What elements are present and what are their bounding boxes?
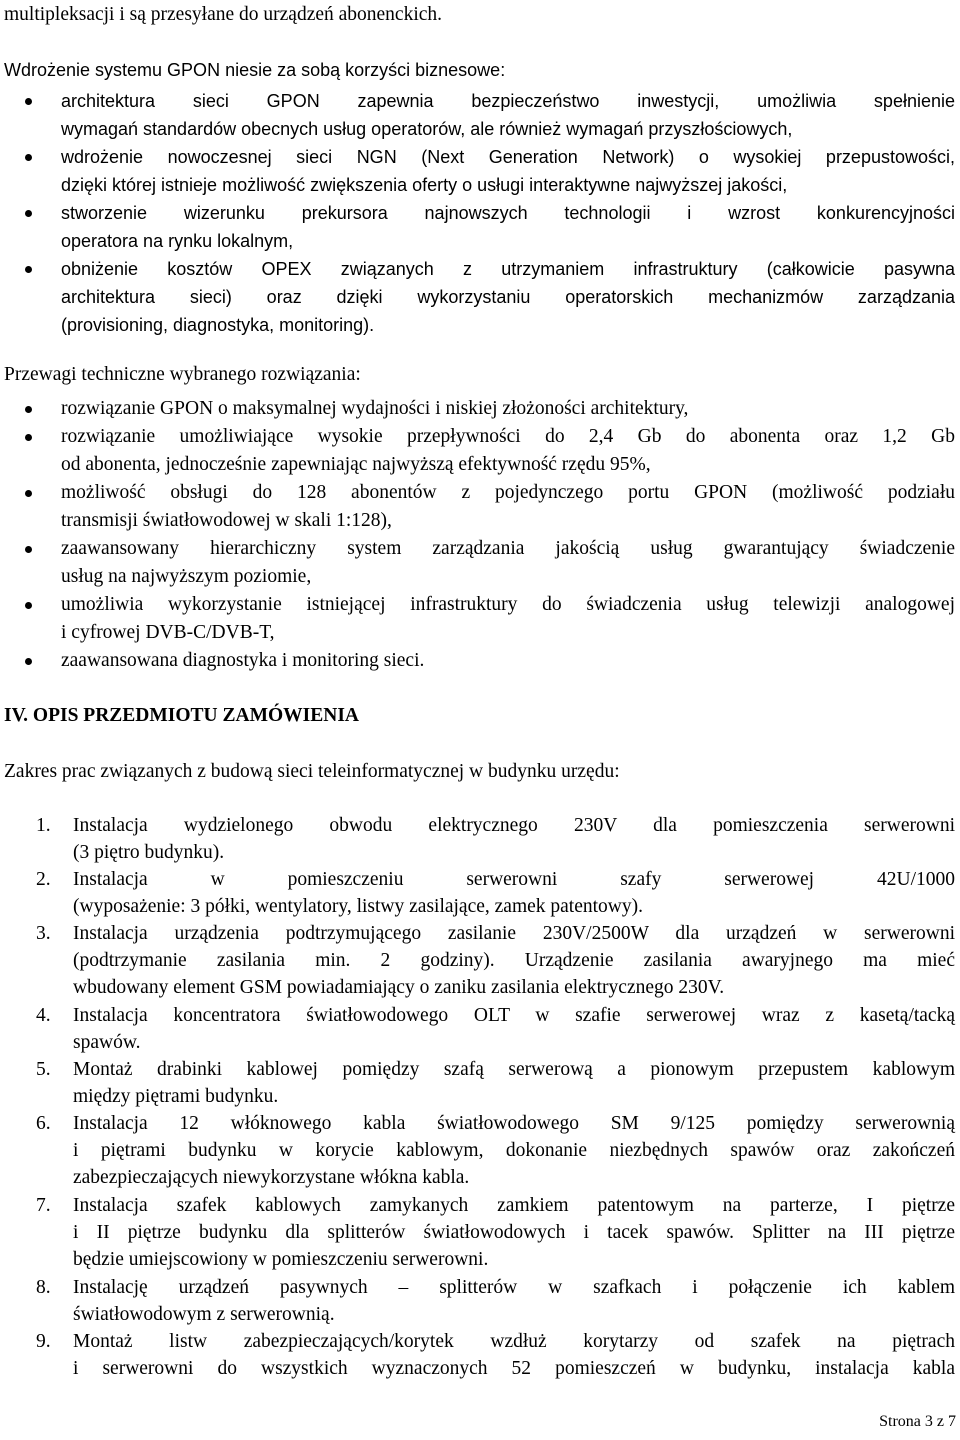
list-item-line: zabezpieczających niewykorzystane włókna kabla. xyxy=(73,1167,470,1188)
advantage-item-line: transmisji światłowodowej w skali 1:128), xyxy=(61,510,392,531)
list-item-line: Instalacja wydzielonego obwodu elektrycznego 230V dla pomieszczenia serwerowni xyxy=(73,815,955,836)
list-item-line: Instalacja koncentratora światłowodowego OLT w szafie serwerowej wraz z kasetą/tacką xyxy=(73,1005,955,1026)
page-number: Strona 3 z 7 xyxy=(879,1413,956,1430)
top-fragment: multipleksacji i są przesyłane do urządzeń abonenckich. xyxy=(4,4,443,25)
bullet-icon xyxy=(25,98,32,105)
list-number: 4. xyxy=(36,1005,51,1026)
list-item-line: Instalacja urządzenia podtrzymującego zasilanie 230V/2500W dla urządzeń w serwerowni xyxy=(73,923,955,944)
benefit-item-line: operatora na rynku lokalnym, xyxy=(61,231,294,251)
list-item-line: (3 piętro budynku). xyxy=(73,842,225,863)
scope-intro: Zakres prac związanych z budową sieci teleinformatycznej w budynku urzędu: xyxy=(4,761,620,782)
list-number: 1. xyxy=(36,815,51,836)
list-item-line: Instalacja w pomieszczeniu serwerowni szafy serwerowej 42U/1000 xyxy=(73,869,955,890)
list-item-line: i serwerowni do wszystkich wyznaczonych 52 pomieszczeń w budynku, instalacja kabla xyxy=(73,1358,955,1379)
list-item-line: wbudowany element GSM powiadamiający o zaniku zasilania elektrycznego 230V. xyxy=(73,977,725,998)
advantage-item-line: zaawansowany hierarchiczny system zarządzania jakością usług gwarantujący świadczenie xyxy=(61,538,955,559)
advantage-item-line: możliwość obsługi do 128 abonentów z pojedynczego portu GPON (możliwość podziału xyxy=(61,482,955,503)
advantage-item-line: od abonenta, jednocześnie zapewniając najwyższą efektywność rzędu 95%, xyxy=(61,454,651,475)
benefit-item-line: wymagań standardów obecnych usług operatorów, ale również wymagań przyszłościowych, xyxy=(61,119,793,139)
benefits-intro: Wdrożenie systemu GPON niesie za sobą korzyści biznesowe: xyxy=(4,60,506,80)
bullet-icon xyxy=(25,602,32,609)
list-item-line: Instalacja szafek kablowych zamykanych zamkiem patentowym na parterze, I piętrze xyxy=(73,1195,955,1216)
list-item-line: Montaż drabinki kablowej pomiędzy szafą serwerową a pionowym przepustem kablowym xyxy=(73,1059,955,1080)
list-item-line: i piętrami budynku w korycie kablowym, dokonanie niezbędnych spawów oraz zakończeń xyxy=(73,1140,955,1161)
list-number: 5. xyxy=(36,1059,51,1080)
bullet-icon xyxy=(25,210,32,217)
list-item-line: (podtrzymanie zasilania min. 2 godziny). Urządzenie zasilania awaryjnego ma mieć xyxy=(73,950,955,971)
list-item-line: będzie umiejscowiony w pomieszczeniu serwerowni. xyxy=(73,1249,489,1270)
advantages-intro: Przewagi techniczne wybranego rozwiązania: xyxy=(4,364,361,385)
advantage-item-line: umożliwia wykorzystanie istniejącej infrastruktury do świadczenia usług telewizji analogowej xyxy=(61,594,955,615)
bullet-icon xyxy=(25,546,32,553)
advantage-item-line: usług na najwyższym poziomie, xyxy=(61,566,312,587)
list-item-line: między piętrami budynku. xyxy=(73,1086,279,1107)
advantage-item-line: rozwiązanie umożliwiające wysokie przepływności do 2,4 Gb do abonenta oraz 1,2 Gb xyxy=(61,426,955,447)
benefit-item-line: architektura sieci GPON zapewnia bezpieczeństwo inwestycji, umożliwia spełnienie xyxy=(61,91,955,111)
list-item-line: i II piętrze budynku dla splitterów światłowodowych i tacek spawów. Splitter na III piętrze xyxy=(73,1222,955,1243)
list-item-line: spawów. xyxy=(73,1032,141,1053)
bullet-icon xyxy=(25,490,32,497)
advantage-item-line: i cyfrowej DVB-C/DVB-T, xyxy=(61,622,275,643)
bullet-icon xyxy=(25,434,32,441)
list-item-line: Montaż listw zabezpieczających/korytek wzdłuż korytarzy od szafek na piętrach xyxy=(73,1331,955,1352)
list-number: 2. xyxy=(36,869,51,890)
benefit-item-line: dzięki której istnieje możliwość zwiększenia oferty o usługi interaktywne najwyższej jakości, xyxy=(61,175,788,195)
list-number: 8. xyxy=(36,1277,51,1298)
advantage-item-line: rozwiązanie GPON o maksymalnej wydajności i niskiej złożoności architektury, xyxy=(61,398,689,419)
benefit-item-line: wdrożenie nowoczesnej sieci NGN (Next Generation Network) o wysokiej przepustowości, xyxy=(61,147,955,167)
benefit-item-line: obniżenie kosztów OPEX związanych z utrzymaniem infrastruktury (całkowicie pasywna xyxy=(61,259,955,279)
bullet-icon xyxy=(25,266,32,273)
list-number: 6. xyxy=(36,1113,51,1134)
list-item-line: (wyposażenie: 3 półki, wentylatory, listwy zasilające, zamek patentowy). xyxy=(73,896,644,917)
list-item-line: Instalację urządzeń pasywnych – splitterów w szafkach i połączenie ich kablem xyxy=(73,1277,955,1298)
benefit-item-line: (provisioning, diagnostyka, monitoring). xyxy=(61,315,375,335)
list-item-line: Instalacja 12 włóknowego kabla światłowodowego SM 9/125 pomiędzy serwerownią xyxy=(73,1113,955,1134)
list-item-line: światłowodowym z serwerownią. xyxy=(73,1304,335,1325)
list-number: 7. xyxy=(36,1195,51,1216)
bullet-icon xyxy=(25,154,32,161)
list-number: 3. xyxy=(36,923,51,944)
benefit-item-line: stworzenie wizerunku prekursora najnowszych technologii i wzrost konkurencyjności xyxy=(61,203,955,223)
section-heading: IV. OPIS PRZEDMIOTU ZAMÓWIENIA xyxy=(4,705,360,726)
bullet-icon xyxy=(25,406,32,413)
bullet-icon xyxy=(25,658,32,665)
benefit-item-line: architektura sieci) oraz dzięki wykorzystaniu operatorskich mechanizmów zarządzania xyxy=(61,287,955,307)
advantage-item-line: zaawansowana diagnostyka i monitoring sieci. xyxy=(61,650,425,671)
list-number: 9. xyxy=(36,1331,51,1352)
